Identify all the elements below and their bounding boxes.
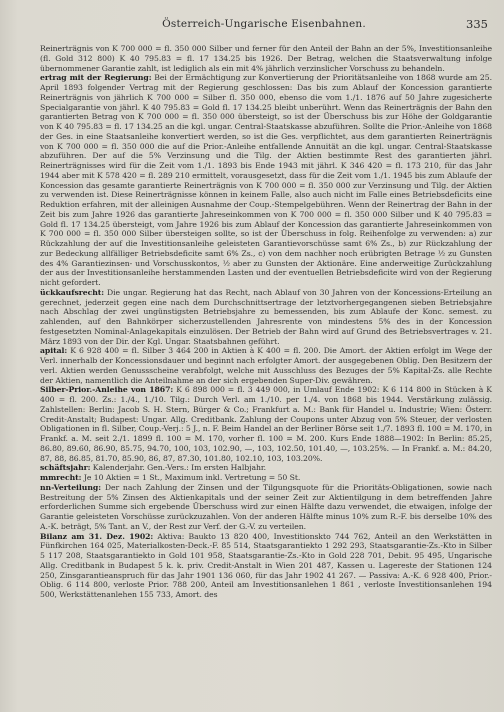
paragraph-vertrag xyxy=(40,73,492,288)
section-lead: Bilanz am 31. Dez. 1902: xyxy=(40,531,154,541)
paragraph-rueckkaufsrecht xyxy=(40,288,492,347)
running-head: Österreich-Ungarische Eisenbahnen. xyxy=(162,18,366,30)
paragraph-bilanz xyxy=(40,532,492,600)
section-lead: nn-Verteilung: xyxy=(40,482,101,492)
paragraph-text: Die ungar. Regierung hat das Recht, nach Ablauf von 30 Jahren von der Koncessions-Erteilung an gerechnet, jederzeit gegen eine nach dem Durchschnittsertrage der letztvorhergegangenen sieben Betriebsjahre nach Abschlag der zwei ungünstigsten Betriebsjahre zu bemessenden, bis zum Ablaufe der Konc. semest. zu zahlenden, auf den Bahnkörper sicherzustellenden Jahresrente von mindestens 5% des in der Koncession festgesetzten Nominal-Anlagekapitals einzulösen. Der Betrieb der Bahn wird auf Grund des Betriebsvertrages v. 21. März 1893 von der Dir. der Kgl. Ungar. Staatsbahnen geführt. xyxy=(40,287,492,346)
section-lead: ertrag mit der Regierung: xyxy=(40,73,152,83)
paragraph-text: Aktiva: Baukto 13 820 400, Investitionskto 744 762, Anteil an den Werkstätten in Fünfkirchen 164 025, Materialkosten-Deck.-F. 85 514, Staatsgarantiekto 1 292 293, Staatsgarantie-Zs.-Kto in Silber 5 117 208, Staatsgarantiekto in Gold 101 958, Staatsgarantie-Zs.-Kto in Gold 228 701, Debit. 95 495, Ungarische Allg. Creditbank in Budapest 5 k. k. priv. Credit-Anstalt in Wien 201 487, Kassen u. Lagereste der Stationen 124 250, Zinsgarantieanspruch für das Jahr 1901 136 060, für das Jahr 1902 41 267. — Passiva: A.-K. 6 928 400, Prior.-Oblig. 6 114 800, verloste Prior. 788 200, Anteil am Investitionsanlehen 1 861 , verloste Investitionsanlehen 194 500, Werkstättenanlehen 155 733, Amort. des xyxy=(40,531,492,599)
section-lead: apital: xyxy=(40,346,68,356)
paragraph-text: Kalenderjahr. Gen.-Vers.: Im ersten Halbjahr. xyxy=(90,463,267,473)
paragraph-text: Reinerträgnis von K 700 000 = fl. 350 000 Silber und ferner für den Anteil der Bahn an der 5%, Investitionsanleihe (fl. Gold 312 800) K 40 795.83 = fl. 17 134.25 bis 1926. Der Betrag, welchen die Staatsverwaltung infolge übernommener Garantie zahlt, ist lediglich als ein mit 4% jährlich verzinslicher Vorschuss zu behandeln. xyxy=(40,44,492,73)
paragraph-kapital xyxy=(40,346,492,385)
paragraph-gewinnverteilung xyxy=(40,483,492,532)
page-header xyxy=(40,18,488,32)
paragraph-text: K 6 898 000 = fl. 3 449 000, in Umlauf Ende 1902: K 6 114 800 in Stücken à K 400 = fl. 200. Zs.: 1./4., 1./10. Tilg.: Durch Verl. am 1./10. per 1./4. von 1868 bis 1944. Verstärkung zulässig. Zahlstellen: Berlin: Jacob S. H. Stern, Bürger & Co.; Frankfurt a. M.: Bank für Handel u. Industrie; Wien: Österr. Credit-Anstalt; Budapest: Ungar. Allg. Creditbank. Zahlung der Coupons unter Abzug von 5% Steuer, der verlosten Obligationen in fl. Silber, Coup.-Verj.: 5 J., n. F. Beim Handel an der Berliner Börse seit 1./7. 1893 fl. 100 = M. 170, in Frankf. a. M. seit 2./1. 1899 fl. 100 = M. 170, vorher fl. 100 = M. 200. Kurs Ende 1888—1902: In Berlin: 85.25, 86.80, 89.60, 86.90, 85.75, 94.70, 100, 103, 102.90, —, 103, 102.50, 101.40, —, 103.25%. — In Frankf. a. M.: 84.20, 87, 88, 86.85, 81.70, 85.90, 86, 87, 87.30, 101.80, 102.10, 103, 103.20%. xyxy=(40,385,492,463)
paragraph-stimmrecht xyxy=(40,473,492,483)
paragraph-text: Je 10 Aktien = 1 St., Maximum inkl. Vertretung = 50 St. xyxy=(81,473,301,482)
paragraph-text: Bei der Ermächtigung zur Konvertierung der Prioritätsanleihe von 1868 wurde am 25. April 1893 folgender Vertrag mit der Regierung geschlossen: Das bis zum Ablauf der Koncession garantierte Reinerträgnis von jährlich K 700 000 = Silber fl. 350 000, ebenso die vom 1./1. 1876 auf 50 Jahre zugesicherte Specialgarantie von jährl. K 40 795.83 = Gold fl. 17 134.25 bleibt unberührt. Wenn das Reinerträgnis der Bahn den garantierten Betrag von K 700 000 = fl. 350 000 übersteigt, so ist der Überschuss bis zur Höhe der Goldgarantie von K 40 795.83 = fl. 17 134.25 an die kgl. ungar. Central-Staatskasse abzuführen. Sollte die Prior.-Anleihe von 1868 der Ges. in eine Staatsanleihe konvertiert werden, so ist die Ges. verpflichtet, aus dem garantierten Reinerträgnis von K 700 000 = fl. 350 000 die auf die Prior.-Anleihe entfallende Annuität an die kgl. ungar. Central-Staatskasse abzuführen. Der auf die 5% Verzinsung und die Tilg. der Aktien bestimmte Rest des garantierten jährl. Reinerträgnisses wird für die Zeit vom 1./1. 1893 bis Ende 1943 mit jährl. K 346 420 = fl. 173 210, für das Jahr 1944 aber mit K 578 420 = fl. 289 210 ermittelt, vorausgesetzt, dass für die Zeit vom 1./1. 1945 bis zum Ablaufe der Koncession das gesamte garantierte Reinerträgnis von K 700 000 = fl. 350 000 zur Verzinsung und Tilg. der Aktien zu verwenden ist. Diese Reinerträgnisse können in keinem Falle, also auch nicht im Falle eines Betriebsdeficits eine Reduktion erfahren, mit der alleinigen Ausnahme der Coup.-Stempelgebühren. Wenn der Reinertrag der Bahn in der Zeit bis zum Jahre 1926 das garantierte Jahreseinkommen von K 700 000 = fl. 350 000 Silber und K 40 795.83 = Gold fl. 17 134.25 übersteigt, vom Jahre 1926 bis zum Ablauf der Koncession das garantierte Jahreseinkommen von K 700 000 = fl. 350 000 Silber übersteigen sollte, so ist der Überschuss in folg. Reihenfolge zu verwenden: a) zur Rückzahlung der auf die Investitionsanleihe geleisteten Garantievorschüsse samt 6% Zs., b) zur Rückzahlung der zur Bedeckung allfälliger Betriebsdeficite samt 6% Zs., c) von dem nachher noch erübrigten Betrage ½ zu Gunsten des 4% Garantiezinsen- und Vorschusskontos, ½ aber zu Gunsten der Aktionäre. Eine anderweitige Zurückzahlung der aus der Investitionsanleihe herstammenden Lasten und der eventuellen Betriebsdeficite wird von der Regierung nicht gefordert. xyxy=(40,73,493,287)
page-number: 335 xyxy=(466,17,488,31)
paragraph-geschaeftsjahr xyxy=(40,463,492,473)
body-text xyxy=(40,44,492,600)
section-lead: mmrecht: xyxy=(40,473,82,482)
paragraph-text: Der nach Zahlung der Zinsen und der Tilgungsquote für die Prioritäts-Obligationen, sowie nach Bestreitung der 5% Zinsen des Aktienkapitals und der seiner Zeit zur Aktientilgung in dem betreffenden Jahre erforderlichen Summe sich ergebende Überschuss wird zur einen Hälfte dazu verwendet, die etwaigen, infolge der Garantie geleisteten Vorschüsse zurückzuzahlen. Von der anderen Hälfte minus 10% zum R.-F. bis derselbe 10% des A.-K. beträgt, 5% Tant. an V., der Rest zur Verf. der G.-V. zu verteilen. xyxy=(40,482,492,531)
section-lead: schäftsjahr: xyxy=(40,463,91,473)
section-lead: Silber-Prior.-Anleihe von 1867: xyxy=(40,385,174,395)
paragraph-text: K 6 928 400 = fl. Silber 3 464 200 in Aktien à K 400 = fl. 200. Die Amort. der Aktien erfolgt im Wege der Verl. innerhalb der Koncessionsdauer und beginnt nach erfolgter Amort. der ausgegebenen Oblig. Den Besitzern der verl. Aktien werden Genussscheine verabfolgt, welche mit Ausschluss des Bezuges der 5% Kapital-Zs. alle Rechte der Aktien, namentlich die Anteilnahme an der sich ergebenden Super-Div. gewähren. xyxy=(40,346,492,385)
section-lead: ückkaufsrecht: xyxy=(40,287,105,297)
paragraph-anleihe xyxy=(40,385,492,463)
paragraph-garantie xyxy=(40,44,492,73)
